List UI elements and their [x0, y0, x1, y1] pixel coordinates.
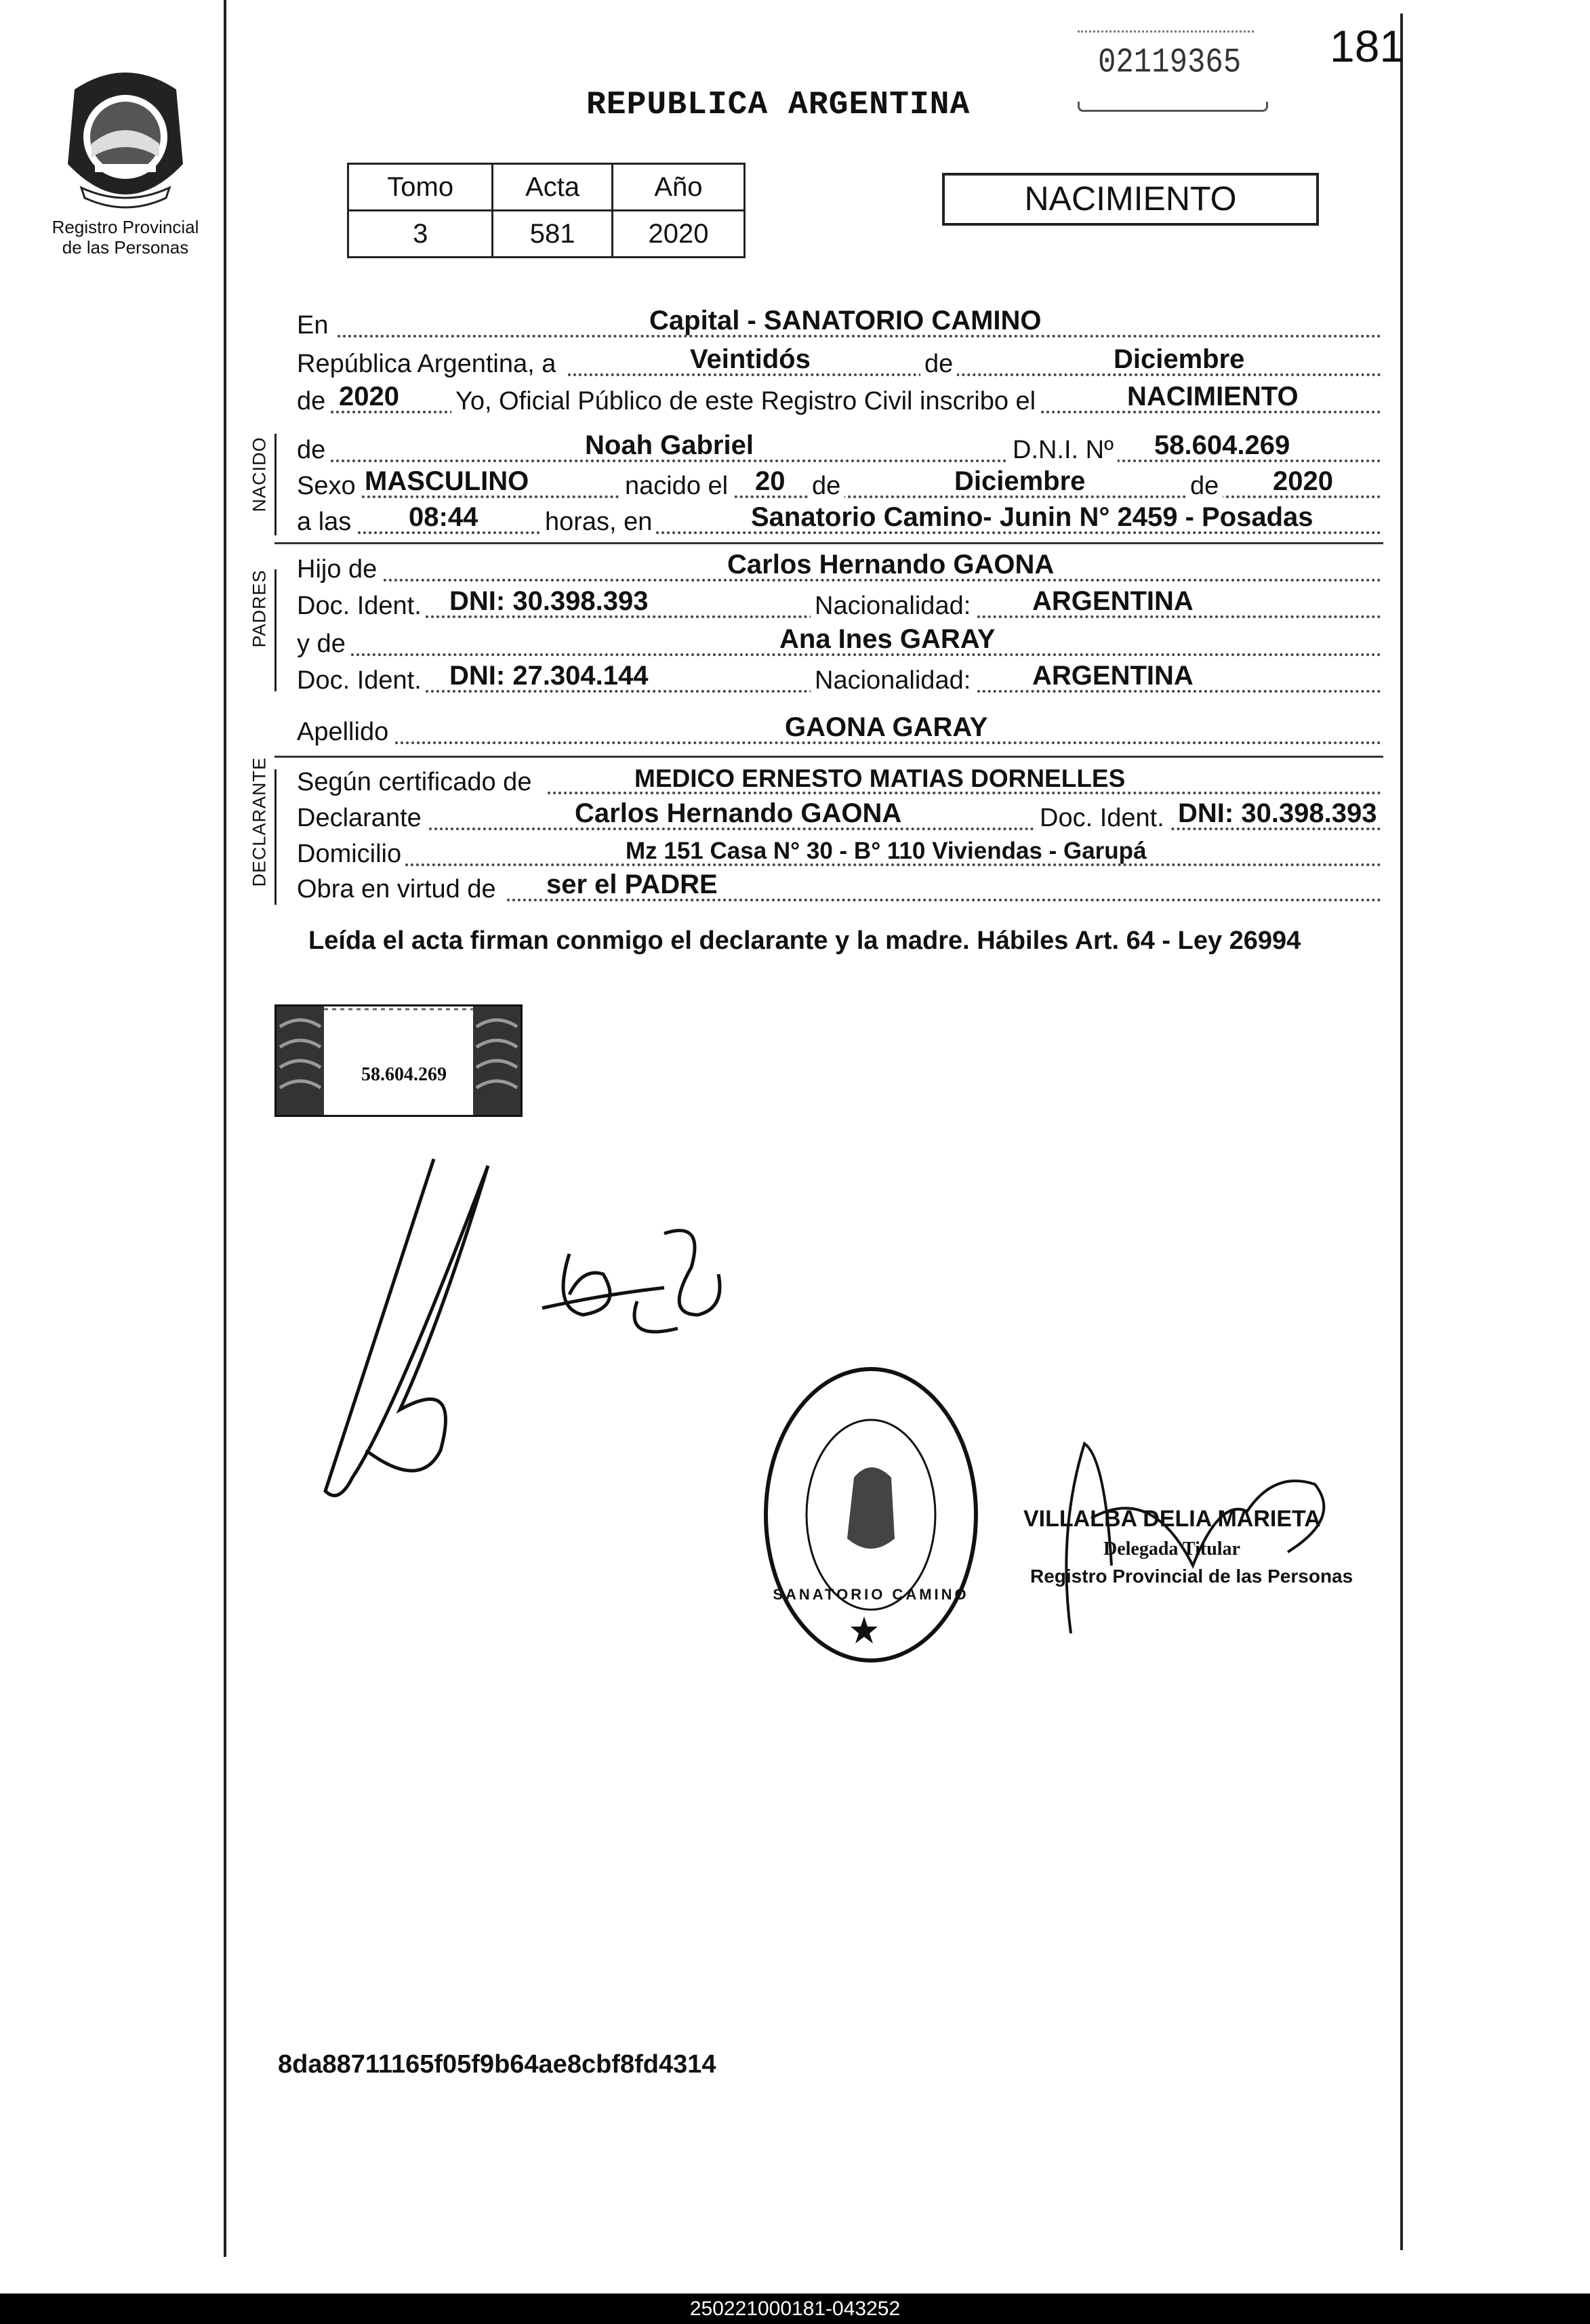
row-surname: [297, 710, 1381, 751]
nacido-el-label: nacido el: [621, 472, 732, 501]
volume-record-table: [347, 163, 746, 258]
row-mother-doc: [297, 659, 1381, 699]
father-name: Carlos Hernando GAONA: [727, 550, 1055, 579]
horas-en-label: horas, en: [541, 508, 656, 537]
month-value: Diciembre: [1114, 344, 1245, 374]
officer-institution: Registro Provincial de las Personas: [1030, 1566, 1353, 1587]
event-value: NACIMIENTO: [1127, 382, 1299, 411]
mother-doc: DNI: 27.304.144: [449, 661, 649, 691]
birth-place: Sanatorio Camino- Junin N° 2459 - Posadas: [751, 502, 1313, 532]
officer-title: Delegada Titular: [1103, 1538, 1240, 1559]
sexo-label: Sexo: [297, 472, 360, 501]
footprint-box: [274, 1004, 523, 1117]
row-declarant: [297, 796, 1381, 837]
de-label-child: de: [297, 436, 329, 465]
domicilio-label: Domicilio: [297, 840, 405, 869]
certificate-by: MEDICO ERNESTO MATIAS DORNELLES: [634, 765, 1126, 792]
row-address: [297, 832, 1381, 873]
row-date: [297, 342, 1381, 383]
place-value: Capital - SANATORIO CAMINO: [649, 306, 1042, 335]
officer-name: VILLALBA DELIA MARIETA: [1023, 1506, 1321, 1532]
father-doc: DNI: 30.398.393: [449, 586, 649, 616]
declarante-bracket: [274, 769, 277, 905]
de-label-date: de: [920, 350, 957, 379]
row-father-name: [297, 548, 1381, 588]
statement-text: Yo, Oficial Público de este Registro Civil inscribo el: [451, 387, 1040, 416]
declarant-doc: DNI: 30.398.393: [1178, 798, 1377, 828]
registry-label: [27, 217, 224, 258]
sexo-value: MASCULINO: [365, 466, 529, 496]
padres-divider: [274, 756, 1383, 758]
row-mother-name: [297, 622, 1381, 663]
de-year-label: de: [297, 387, 329, 416]
table-header-anio: Año: [612, 164, 744, 211]
mother-nationality: ARGENTINA: [1032, 661, 1194, 691]
registry-label-line-2: de las Personas: [62, 237, 189, 258]
day-words: Veintidós: [690, 344, 811, 374]
footprint-dni-label: 58.604.269: [361, 1064, 447, 1085]
row-sex-birthdate: [297, 464, 1381, 505]
page-number: 181: [1330, 21, 1405, 71]
serial-number-stamp: [1078, 27, 1267, 108]
provincial-seal-logo: [54, 62, 197, 218]
footer-code-bar: 250221000181-043252: [0, 2294, 1590, 2324]
nacionalidad-label-father: Nacionalidad:: [811, 592, 975, 621]
official-round-stamp: [759, 1362, 983, 1667]
closing-statement: Leída el acta firman conmigo el declarante y la madre. Hábiles Art. 64 - Ley 26994: [308, 926, 1301, 955]
row-child-name: [297, 428, 1381, 469]
country-title: REPUBLICA ARGENTINA: [586, 87, 971, 123]
serial-number: 02119365: [1098, 43, 1242, 83]
row-capacity: [297, 868, 1381, 908]
table-value-tomo: 3: [348, 211, 493, 258]
year-value: 2020: [339, 382, 399, 411]
birth-time: 08:44: [409, 502, 478, 532]
row-place: [297, 304, 1381, 344]
child-dni: 58.604.269: [1154, 430, 1290, 460]
y-de-label: y de: [297, 630, 350, 659]
de-label-birth-year: de: [1186, 472, 1223, 501]
surname-value: GAONA GARAY: [785, 712, 988, 742]
stamp-inner-text: SANATORIO CAMINO: [773, 1586, 969, 1603]
row-certificate: [297, 760, 1381, 801]
a-las-label: a las: [297, 508, 355, 537]
registry-label-line-1: Registro Provincial: [52, 217, 199, 237]
declarant-name: Carlos Hernando GAONA: [575, 798, 902, 828]
address-value: Mz 151 Casa N° 30 - B° 110 Viviendas - Garupá: [626, 838, 1147, 864]
doc-ident-label-declarant: Doc. Ident.: [1036, 804, 1168, 833]
row-father-doc: [297, 584, 1381, 625]
table-value-acta: 581: [493, 211, 613, 258]
child-name: Noah Gabriel: [585, 430, 754, 460]
row-birth-time-place: [297, 500, 1381, 541]
capacity-value: ser el PADRE: [546, 870, 718, 899]
table-header-tomo: Tomo: [348, 164, 493, 211]
declarant-signature: [285, 1152, 759, 1505]
row-year-statement: [297, 380, 1381, 420]
mother-name: Ana Ines GARAY: [779, 624, 996, 654]
declarante-section-label: DECLARANTE: [249, 756, 270, 887]
record-type-box: NACIMIENTO: [942, 173, 1319, 226]
right-margin-rule: [1400, 14, 1403, 2250]
table-value-anio: 2020: [612, 211, 744, 258]
padres-bracket: [274, 569, 277, 691]
birth-month: Diciembre: [954, 466, 1086, 496]
officer-signature: [1030, 1430, 1355, 1640]
nacido-section-label: NACIDO: [249, 436, 270, 512]
nacido-divider: [274, 542, 1383, 544]
left-margin-rule: [224, 0, 226, 2257]
document-hash: 8da88711165f05f9b64ae8cbf8fd4314: [278, 2050, 716, 2079]
obra-label: Obra en virtud de: [297, 875, 500, 904]
father-nationality: ARGENTINA: [1032, 586, 1194, 616]
republic-label: República Argentina, a: [297, 350, 560, 379]
en-label: En: [297, 311, 332, 340]
nacido-bracket: [274, 434, 277, 535]
table-header-acta: Acta: [493, 164, 613, 211]
certificado-label: Según certificado de: [297, 768, 535, 797]
doc-ident-label-mother: Doc. Ident.: [297, 666, 426, 695]
declarante-label: Declarante: [297, 804, 426, 833]
birth-year: 2020: [1273, 466, 1333, 496]
doc-ident-label-father: Doc. Ident.: [297, 592, 426, 621]
birth-day: 20: [755, 466, 786, 496]
de-label-birth-month: de: [808, 472, 844, 501]
hijo-de-label: Hijo de: [297, 555, 381, 584]
nacionalidad-label-mother: Nacionalidad:: [811, 666, 975, 695]
dni-label: D.N.I. Nº: [1008, 436, 1118, 465]
padres-section-label: PADRES: [249, 569, 270, 648]
apellido-label: Apellido: [297, 718, 392, 747]
